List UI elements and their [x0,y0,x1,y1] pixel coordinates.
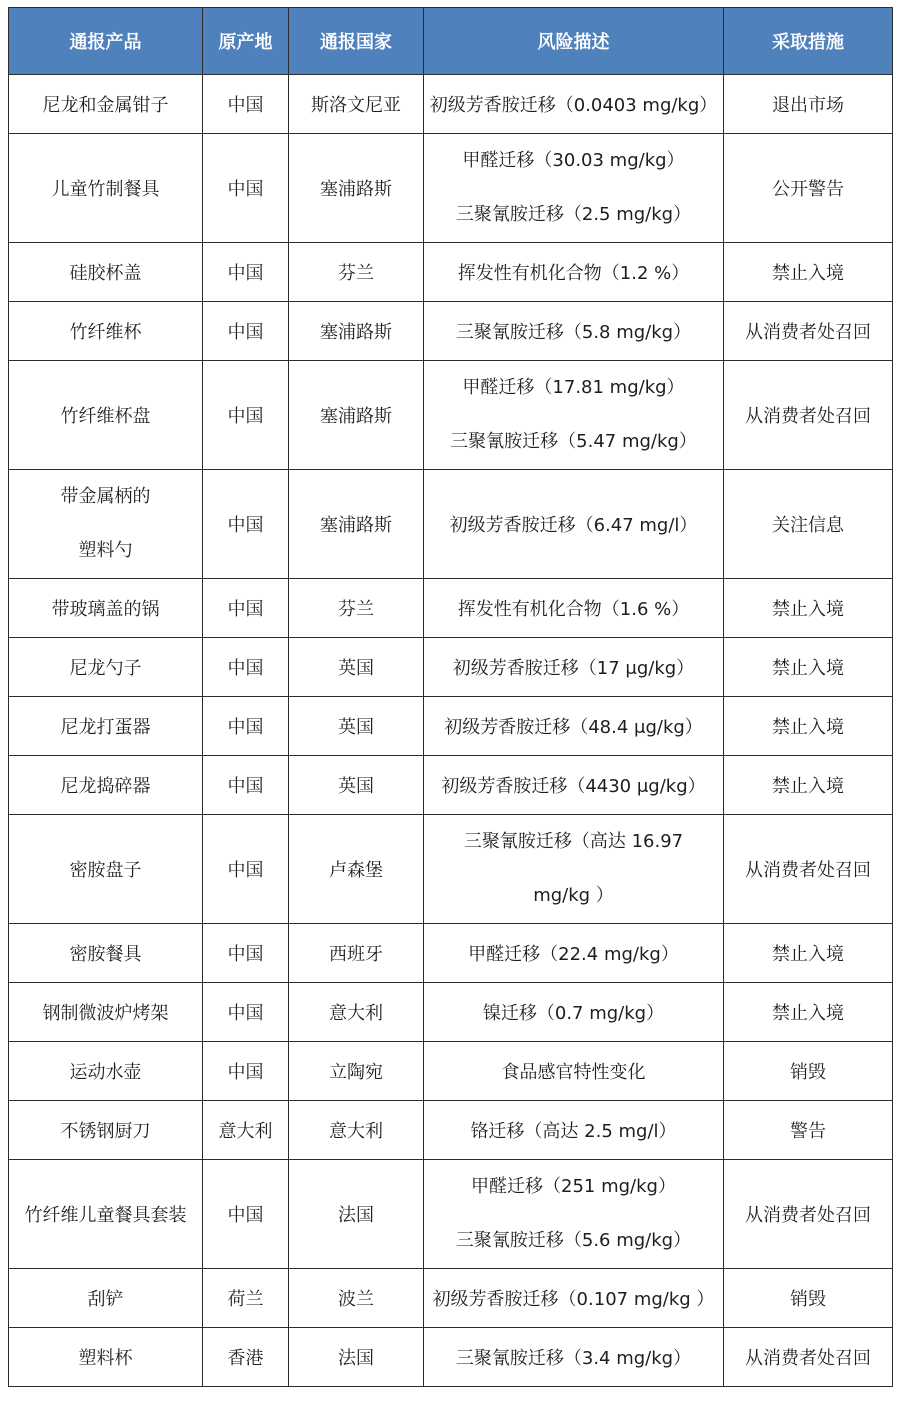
country-text: 塞浦路斯 [320,515,392,536]
product-text: 硅胶杯盖 [69,263,142,284]
origin-cell [203,1160,289,1269]
risk-text: 三聚氰胺迁移（2.5 mg/kg） [455,204,692,225]
measure-text: 禁止入境 [772,263,844,284]
product-cell [9,1101,203,1160]
risk-text: 初级芳香胺迁移（0.107 mg/kg ） [432,1289,715,1310]
origin-text: 中国 [227,860,264,881]
header-country: 通报国家 [289,8,424,75]
product-text: 密胺盘子 [69,860,142,881]
origin-cell [203,134,289,243]
origin-text: 中国 [227,95,264,116]
product-text: 尼龙和金属钳子 [42,95,169,116]
country-cell [289,1042,424,1101]
country-cell [289,1269,424,1328]
origin-cell [203,75,289,134]
product-text: 竹纤维儿童餐具套装 [24,1205,187,1226]
country-text: 法国 [338,1205,374,1226]
risk-text: 初级芳香胺迁移（0.0403 mg/kg） [429,95,718,116]
measure-text: 从消费者处召回 [745,1348,871,1369]
country-cell [289,815,424,924]
origin-text: 意大利 [218,1121,273,1142]
risk-text: 初级芳香胺迁移（6.47 mg/l） [449,515,698,536]
product-cell [9,983,203,1042]
origin-cell [203,1269,289,1328]
origin-text: 香港 [227,1348,264,1369]
table-row [9,361,893,470]
risk-text: 甲醛迁移（30.03 mg/kg） [462,150,685,171]
product-text: 带玻璃盖的锅 [51,599,160,620]
table-row [9,75,893,134]
country-text: 斯洛文尼亚 [311,95,401,116]
risk-cell [424,302,724,361]
risk-text: 初级芳香胺迁移（48.4 μg/kg） [444,717,703,738]
origin-cell [203,243,289,302]
product-cell [9,697,203,756]
measure-text: 从消费者处召回 [745,322,871,343]
country-cell [289,1160,424,1269]
measure-text: 公开警告 [772,179,844,200]
product-text: 尼龙打蛋器 [60,717,151,738]
risk-text: 甲醛迁移（22.4 mg/kg） [468,944,679,965]
country-cell [289,756,424,815]
risk-text: 铬迁移（高达 2.5 mg/l） [470,1121,677,1142]
measure-cell [724,302,893,361]
product-text: 塑料杯 [78,1348,133,1369]
measure-text: 禁止入境 [772,776,844,797]
origin-text: 中国 [227,515,264,536]
country-text: 卢森堡 [329,860,383,881]
risk-cell [424,1269,724,1328]
origin-cell [203,983,289,1042]
country-cell [289,983,424,1042]
product-text: 竹纤维杯盘 [60,406,151,427]
measure-cell [724,815,893,924]
measure-text: 退出市场 [772,95,844,116]
risk-cell [424,697,724,756]
risk-cell [424,983,724,1042]
risk-cell [424,243,724,302]
table-row [9,1160,893,1269]
measure-cell [724,243,893,302]
header-row [9,8,893,75]
measure-text: 警告 [790,1121,826,1142]
measure-cell [724,983,893,1042]
table-row [9,1269,893,1328]
origin-cell [203,924,289,983]
risk-text: 镍迁移（0.7 mg/kg） [482,1003,665,1024]
country-text: 英国 [338,658,374,679]
measure-cell [724,1160,893,1269]
country-cell [289,1328,424,1387]
measure-text: 从消费者处召回 [745,1205,871,1226]
origin-text: 中国 [227,322,264,343]
origin-cell [203,302,289,361]
measure-text: 禁止入境 [772,599,844,620]
origin-cell [203,697,289,756]
risk-cell [424,1160,724,1269]
table-row [9,756,893,815]
table-row [9,1328,893,1387]
header-measure: 采取措施 [724,8,893,75]
measure-cell [724,756,893,815]
risk-text: 三聚氰胺迁移（5.47 mg/kg） [450,431,697,452]
product-cell [9,134,203,243]
origin-text: 中国 [227,179,264,200]
country-text: 塞浦路斯 [320,179,392,200]
origin-text: 中国 [227,599,264,620]
product-cell [9,1042,203,1101]
product-cell [9,302,203,361]
country-text: 芬兰 [338,263,374,284]
product-text: 尼龙勺子 [69,658,142,679]
origin-text: 中国 [227,406,264,427]
country-cell [289,579,424,638]
origin-text: 中国 [227,776,264,797]
risk-cell [424,924,724,983]
risk-text: 初级芳香胺迁移（17 μg/kg） [452,658,695,679]
country-text: 英国 [338,717,374,738]
header-product: 通报产品 [9,8,203,75]
risk-cell [424,361,724,470]
measure-cell [724,697,893,756]
table-row [9,1042,893,1101]
risk-cell [424,579,724,638]
measure-text: 关注信息 [772,515,844,536]
measure-text: 禁止入境 [772,944,844,965]
risk-text: 三聚氰胺迁移（高达 16.97 [463,831,684,852]
country-text: 意大利 [329,1003,383,1024]
table-row [9,815,893,924]
measure-cell [724,361,893,470]
product-text: 钢制微波炉烤架 [42,1003,169,1024]
risk-text: 食品感官特性变化 [501,1062,646,1083]
origin-cell [203,1042,289,1101]
risk-cell [424,1042,724,1101]
risk-cell [424,815,724,924]
product-cell [9,815,203,924]
origin-cell [203,1101,289,1160]
country-cell [289,361,424,470]
product-cell [9,75,203,134]
origin-text: 中国 [227,658,264,679]
risk-cell [424,134,724,243]
origin-cell [203,638,289,697]
product-cell [9,638,203,697]
product-text: 儿童竹制餐具 [51,179,160,200]
country-cell [289,75,424,134]
risk-text: 挥发性有机化合物（1.2 %） [457,263,690,284]
risk-text: 三聚氰胺迁移（5.8 mg/kg） [455,322,692,343]
origin-text: 中国 [227,717,264,738]
product-text: 带金属柄的 [60,486,151,507]
measure-cell [724,470,893,579]
table-row [9,697,893,756]
measure-text: 销毁 [790,1289,826,1310]
measure-cell [724,579,893,638]
origin-cell [203,470,289,579]
risk-text: 三聚氰胺迁移（3.4 mg/kg） [455,1348,692,1369]
country-cell [289,134,424,243]
country-text: 立陶宛 [329,1062,383,1083]
risk-cell [424,638,724,697]
table-row [9,924,893,983]
country-cell [289,470,424,579]
table-row [9,983,893,1042]
product-cell [9,361,203,470]
measure-cell [724,1269,893,1328]
country-cell [289,1101,424,1160]
measure-text: 从消费者处召回 [745,860,871,881]
risk-text: 甲醛迁移（17.81 mg/kg） [462,377,685,398]
measure-cell [724,638,893,697]
risk-cell [424,1101,724,1160]
country-text: 波兰 [338,1289,374,1310]
country-text: 塞浦路斯 [320,406,392,427]
origin-text: 中国 [227,1062,264,1083]
country-text: 法国 [338,1348,374,1369]
origin-cell [203,361,289,470]
country-text: 塞浦路斯 [320,322,392,343]
country-cell [289,243,424,302]
product-text: 密胺餐具 [69,944,142,965]
country-text: 西班牙 [329,944,383,965]
risk-cell [424,756,724,815]
header-risk: 风险描述 [424,8,724,75]
product-text: 竹纤维杯 [69,322,142,343]
product-cell [9,470,203,579]
product-cell [9,1328,203,1387]
product-text: 不锈钢厨刀 [60,1121,151,1142]
risk-text: 挥发性有机化合物（1.6 %） [457,599,690,620]
country-cell [289,924,424,983]
risk-text: 三聚氰胺迁移（5.6 mg/kg） [455,1230,692,1251]
country-cell [289,638,424,697]
product-cell [9,1269,203,1328]
table-row [9,638,893,697]
table-row [9,470,893,579]
product-text: 尼龙捣碎器 [60,776,151,797]
table-row [9,134,893,243]
measure-cell [724,924,893,983]
origin-text: 中国 [227,1003,264,1024]
table-row [9,579,893,638]
origin-text: 中国 [227,944,264,965]
notification-table [8,7,893,1387]
product-text: 运动水壶 [69,1062,142,1083]
measure-cell [724,1101,893,1160]
risk-cell [424,1328,724,1387]
country-cell [289,302,424,361]
product-cell [9,579,203,638]
table-row [9,243,893,302]
origin-text: 荷兰 [227,1289,264,1310]
header-origin: 原产地 [203,8,289,75]
measure-text: 从消费者处召回 [745,406,871,427]
measure-text: 销毁 [790,1062,826,1083]
risk-cell [424,470,724,579]
measure-cell [724,75,893,134]
product-cell [9,1160,203,1269]
risk-text: 初级芳香胺迁移（4430 μg/kg） [441,776,706,797]
country-text: 芬兰 [338,599,374,620]
risk-text: 甲醛迁移（251 mg/kg） [471,1176,676,1197]
origin-cell [203,756,289,815]
country-text: 英国 [338,776,374,797]
table-row [9,1101,893,1160]
country-text: 意大利 [329,1121,383,1142]
measure-cell [724,1328,893,1387]
measure-cell [724,134,893,243]
origin-cell [203,1328,289,1387]
measure-cell [724,1042,893,1101]
origin-text: 中国 [227,1205,264,1226]
product-text: 塑料勺 [78,540,133,561]
country-cell [289,697,424,756]
table-body [9,75,893,1387]
product-cell [9,924,203,983]
origin-text: 中国 [227,263,264,284]
product-text: 刮铲 [87,1289,124,1310]
measure-text: 禁止入境 [772,658,844,679]
product-cell [9,243,203,302]
risk-text: mg/kg ） [533,885,614,906]
risk-cell [424,75,724,134]
product-cell [9,756,203,815]
origin-cell [203,579,289,638]
measure-text: 禁止入境 [772,717,844,738]
measure-text: 禁止入境 [772,1003,844,1024]
origin-cell [203,815,289,924]
table-row [9,302,893,361]
